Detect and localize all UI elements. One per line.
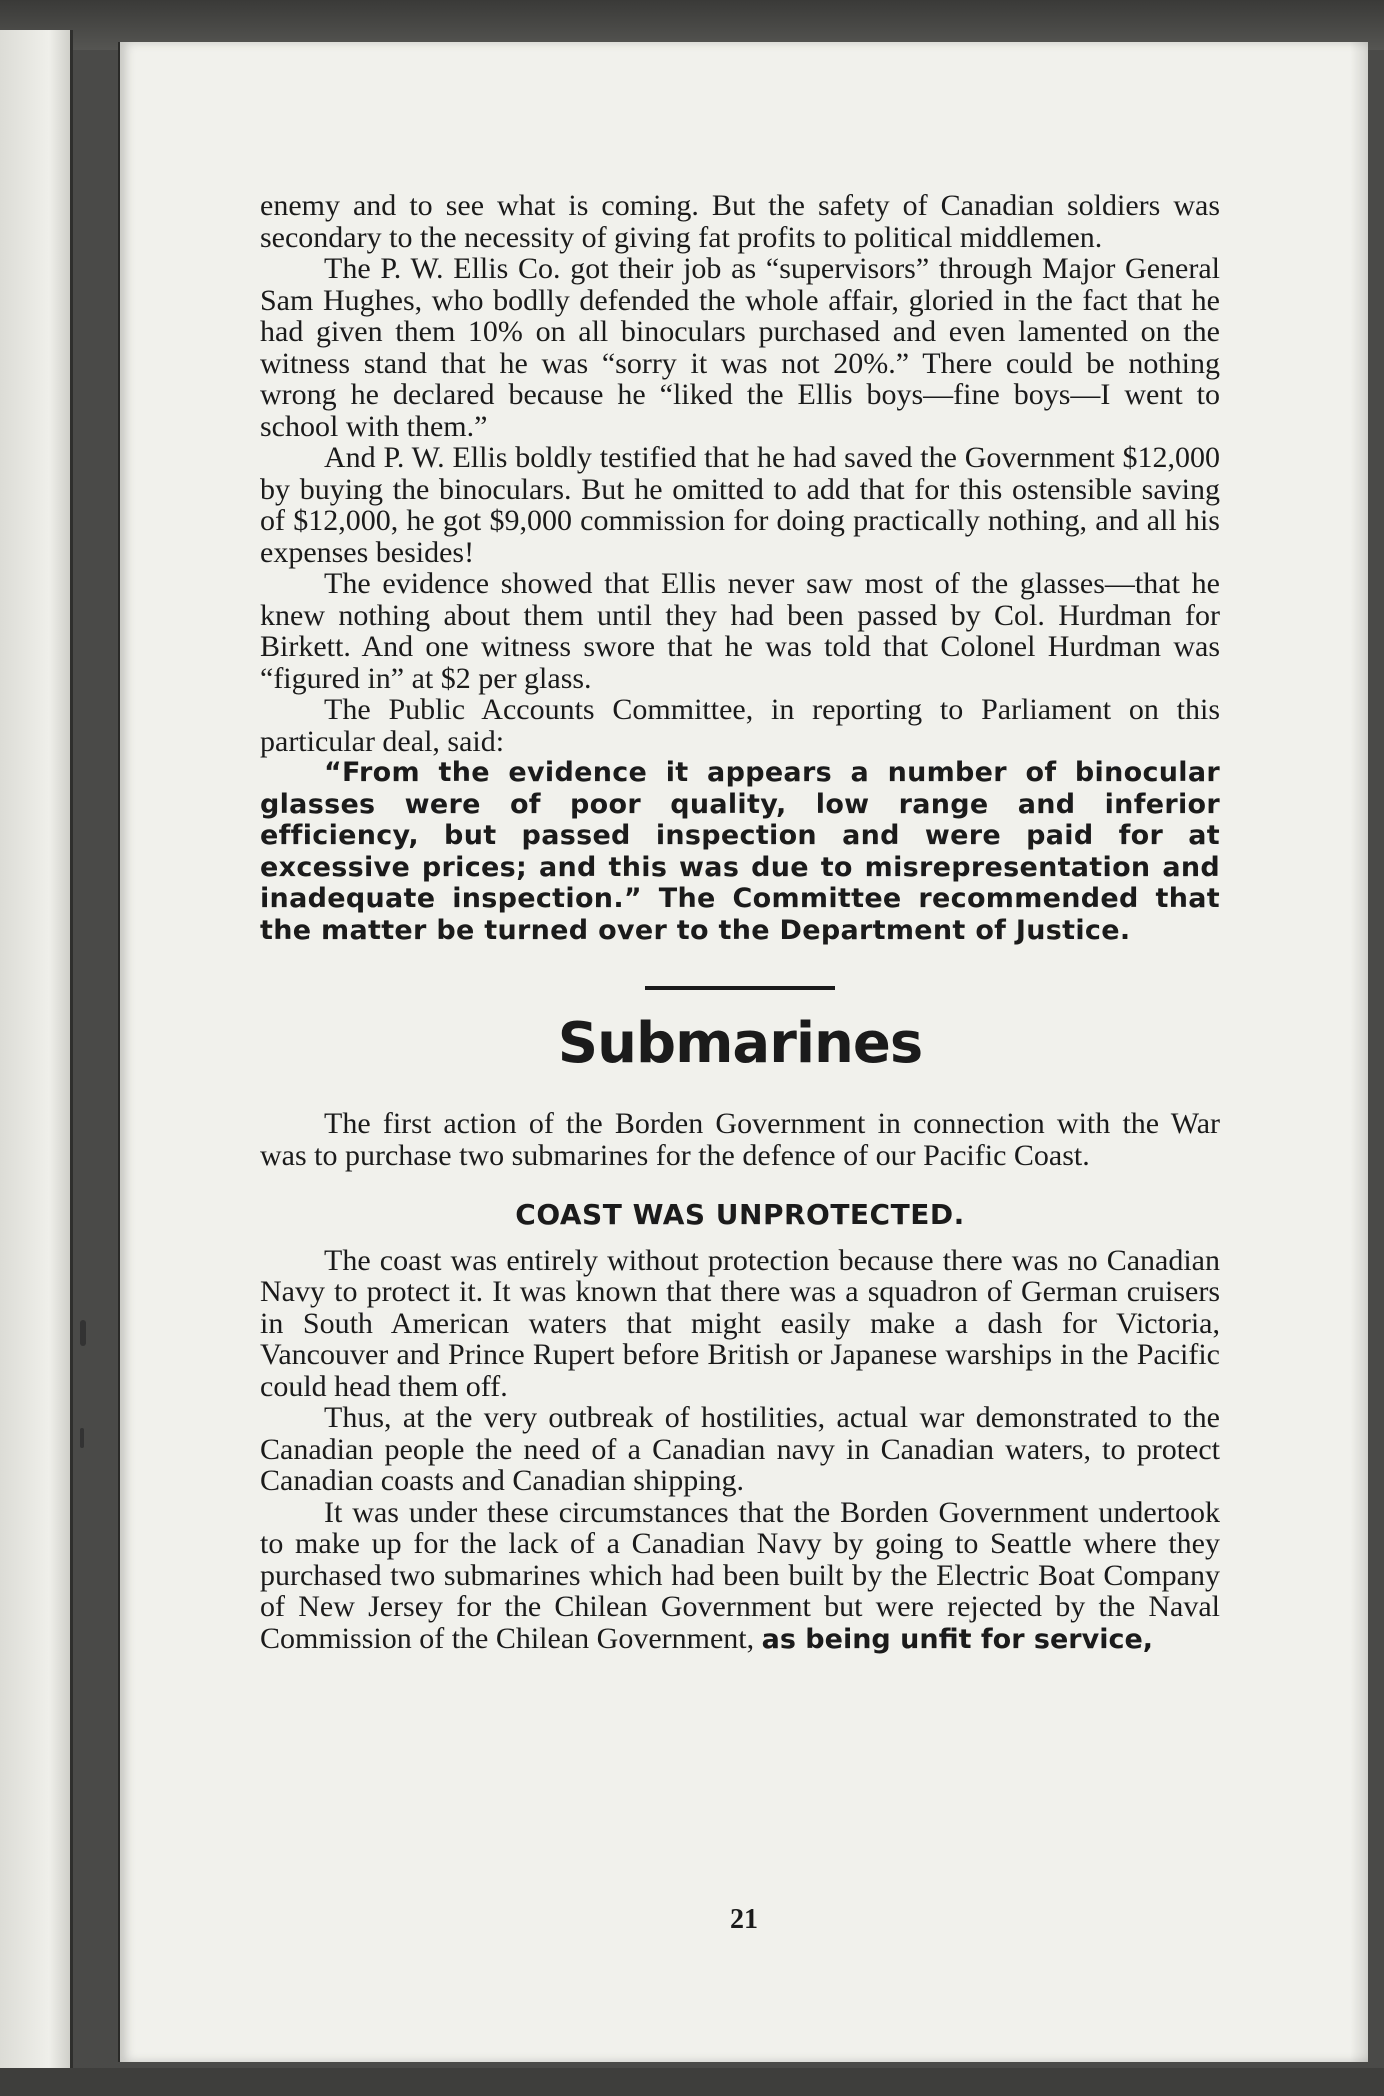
section-divider (645, 986, 835, 990)
page-number: 21 (730, 1904, 758, 1935)
emphasis-text: as being unfit for service, (761, 1623, 1154, 1655)
paragraph: Thus, at the very outbreak of hostilities, actual war demonstrated to the Canadian people the need of a Canadian navy in Canadian waters, to protect Canadian coasts and Canadian shipping. (260, 1401, 1220, 1497)
paragraph-text: It was under these circumstances that the Borden Government undertook to make up for the lack of a Canadian Navy by going to Seattle where they purchased two submarines which had been built by the Electric Boat Company of New Jersey for the Chilean Government but were rejected by the Naval Commission of the Chilean Government, (260, 1495, 1220, 1655)
scan-bottom-border (0, 2068, 1384, 2096)
paragraph (260, 1497, 1220, 1656)
paragraph: The P. W. Ellis Co. got their job as “supervisors” through Major General Sam Hughes, who bodlly defended the whole affair, gloried in the fact that he had given them 10% on all binoculars purchased and even lamented on the witness stand that he was “sorry it was not 20%.” There could be nothing wrong he declared because he “liked the Ellis boys—fine boys—I went to school with them.” (260, 252, 1220, 443)
book-page (118, 42, 1368, 2062)
subheading: COAST WAS UNPROTECTED. (515, 1198, 965, 1231)
binding-mark (80, 1320, 86, 1346)
paragraph: The coast was entirely without protection because there was no Canadian Navy to protect it. It was known that there was a squadron of German cruisers in South American waters that might easily make a dash for Victoria, Vancouver and Prince Rupert before British or Japanese warships in the Pacific could head them off. (260, 1243, 1220, 1403)
page-shadow (1350, 42, 1368, 2062)
page-content (260, 190, 1220, 1655)
paragraph: And P. W. Ellis boldly testified that he had saved the Government $12,000 by buying the binoculars. But he omitted to add that for this ostensible saving of $12,000, he got $9,000 commission for doing practically nothing, and all his expenses besides! (260, 441, 1220, 569)
paragraph: The evidence showed that Ellis never saw most of the glasses—that he knew nothing about them until they had been passed by Col. Hurdman for Birkett. And one witness swore that he was told that Colonel Hurdman was “figured in” at $2 per glass. (260, 567, 1220, 695)
binding-mark (80, 1428, 84, 1448)
adjacent-page-edge (0, 30, 73, 2080)
committee-quote: “From the evidence it appears a number of binocular glasses were of poor quality, low range and inferior efficiency, but passed inspection and were paid for at excessive prices; and this was due to misrepresentation and inadequate inspection.” The Committee recommended that the matter be turned over to the Department of Justice. (260, 757, 1220, 946)
section-title: Submarines (557, 1011, 923, 1076)
paragraph: The Public Accounts Committee, in reporting to Parliament on this particular deal, said: (260, 693, 1220, 758)
paragraph: The first action of the Borden Government in connection with the War was to purchase two submarines for the defence of our Pacific Coast. (260, 1107, 1220, 1172)
paragraph: enemy and to see what is coming. But the safety of Canadian soldiers was secondary to the necessity of giving fat profits to political middlemen. (260, 189, 1220, 254)
